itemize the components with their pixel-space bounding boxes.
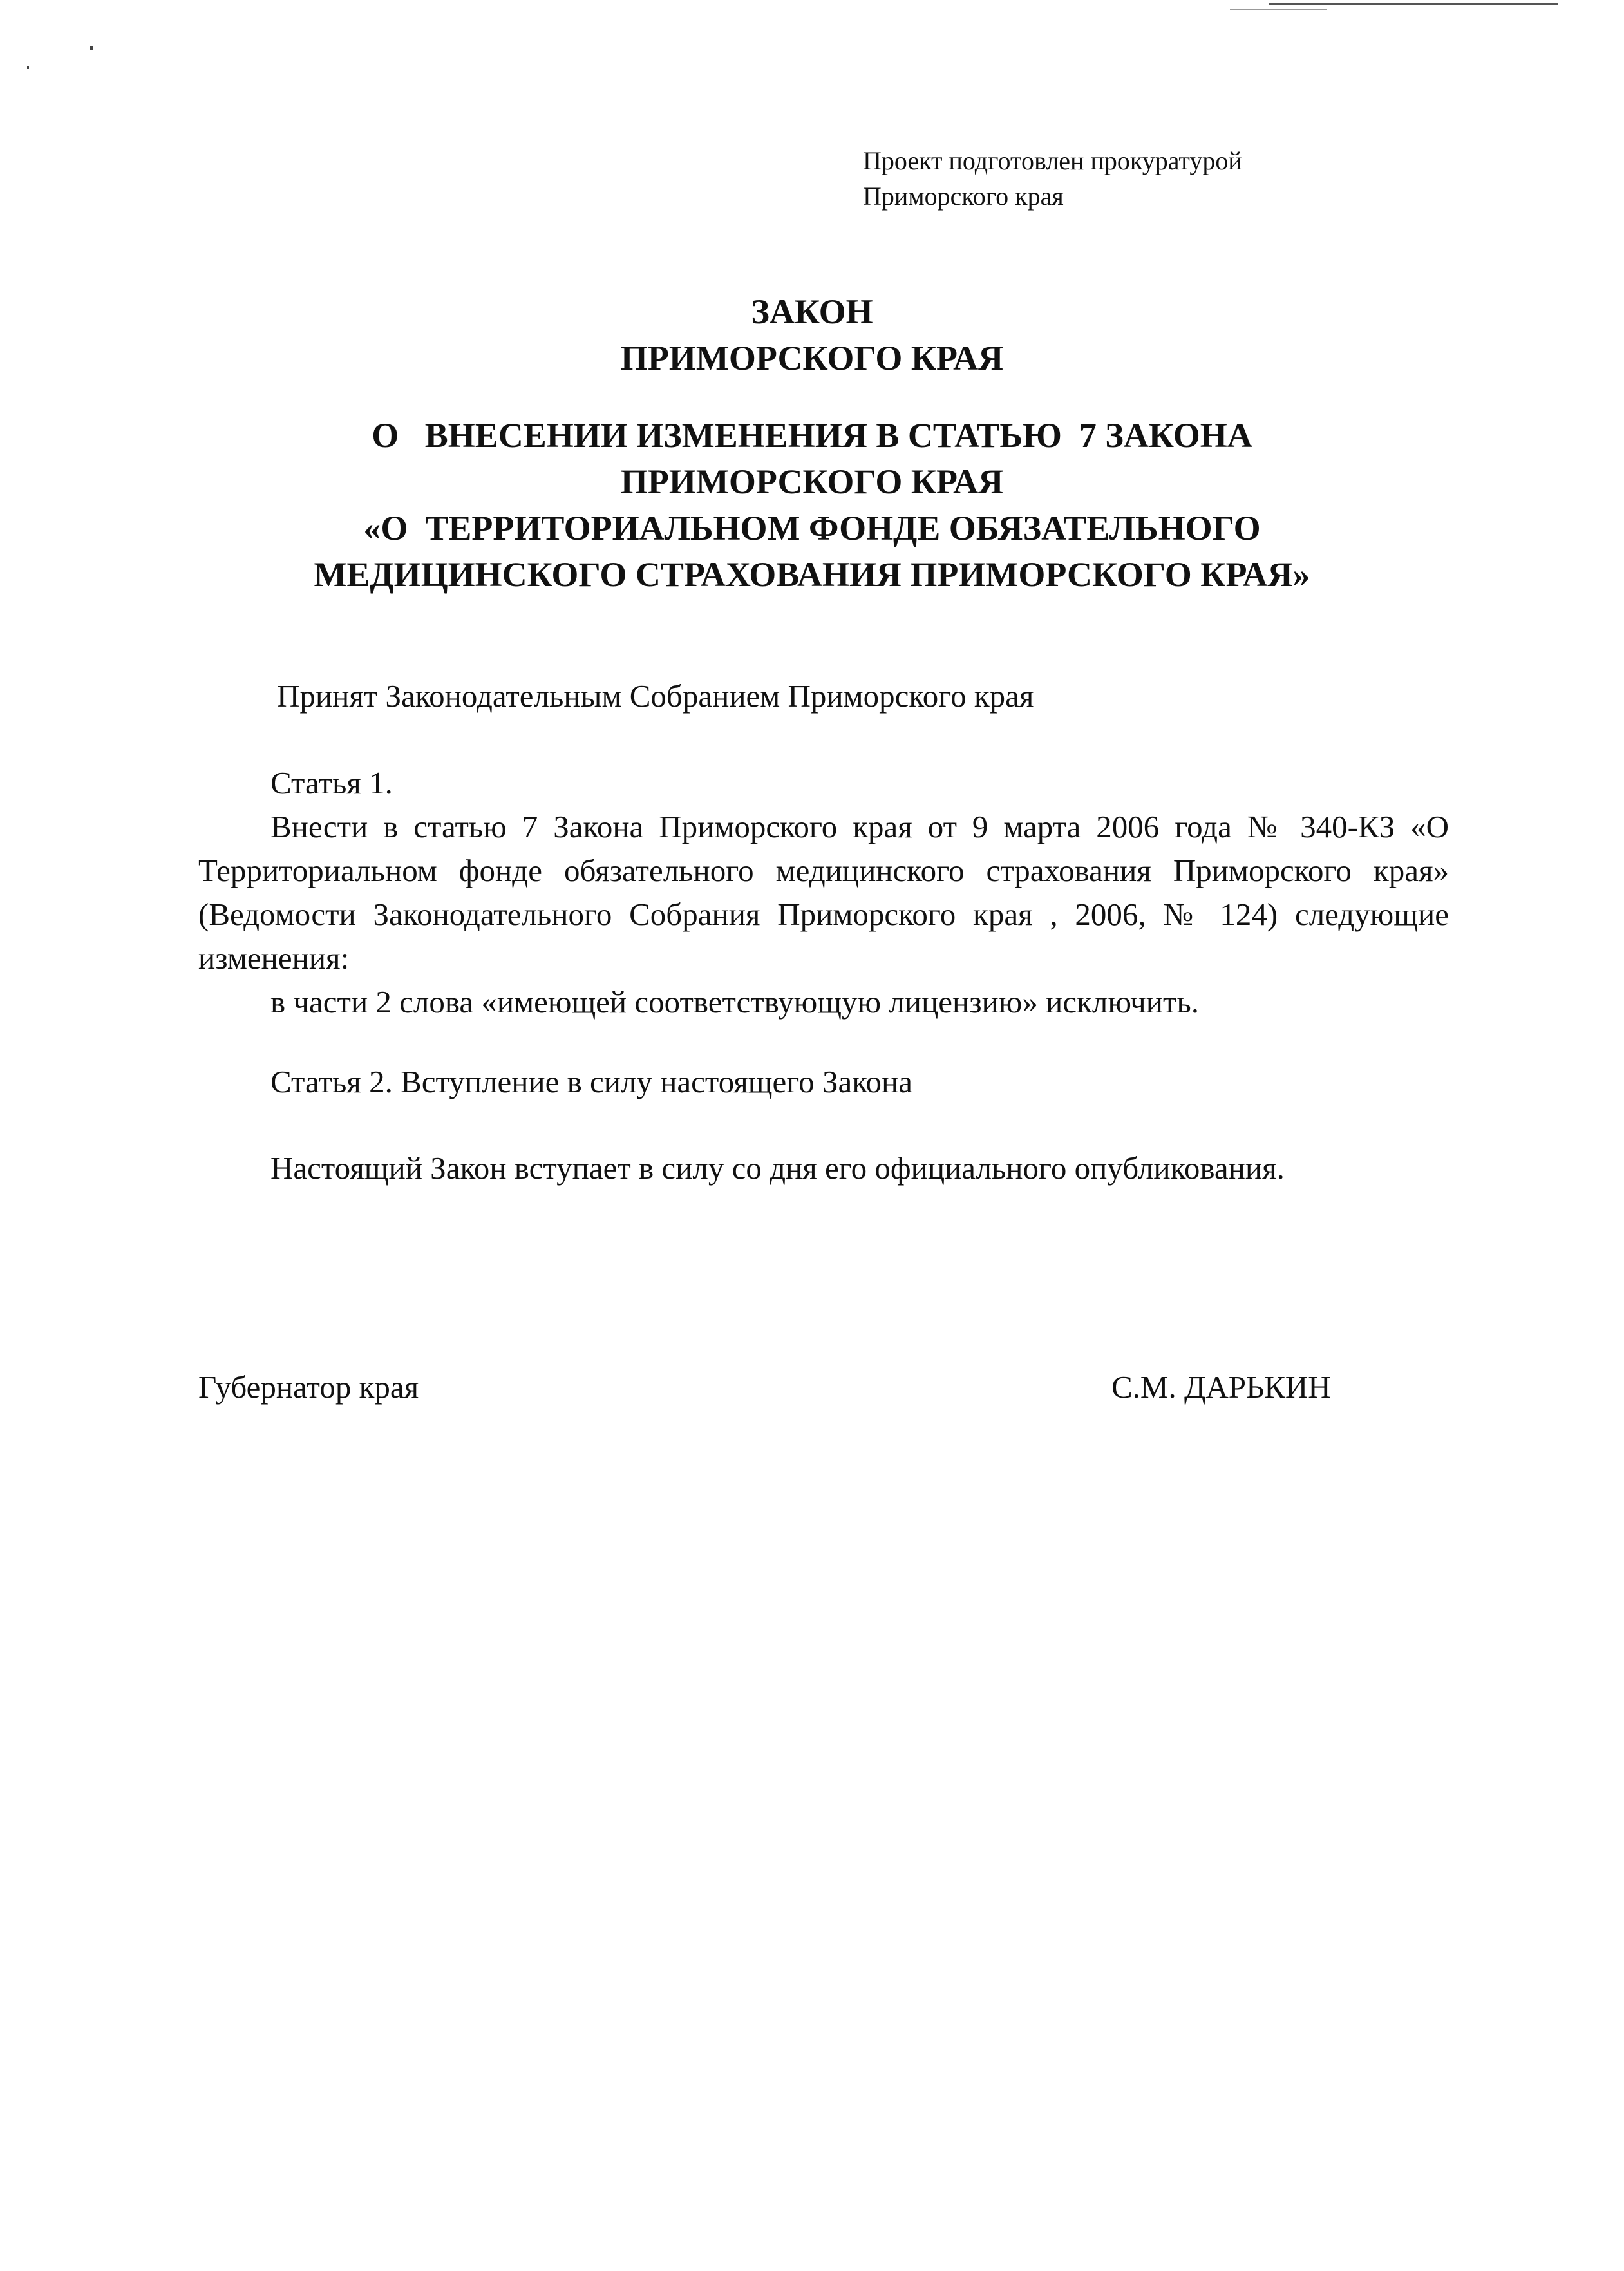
law-subtitle-line: МЕДИЦИНСКОГО СТРАХОВАНИЯ ПРИМОРСКОГО КРАЯ» <box>314 555 1310 594</box>
article-2-heading <box>198 1060 1449 1104</box>
signature-label: Губернатор края <box>198 1369 419 1405</box>
law-subtitle-line: О ВНЕСЕНИИ ИЗМЕНЕНИЯ В СТАТЬЮ 7 ЗАКОНА <box>372 416 1252 455</box>
signature-name: С.М. ДАРЬКИН <box>1111 1369 1331 1405</box>
preparation-note <box>863 143 1242 214</box>
law-title <box>0 289 1624 381</box>
scan-artifact-line <box>1269 3 1558 5</box>
article-1-change: в части 2 слова «имеющей соответствующую лицензию» исключить. <box>270 984 1199 1020</box>
law-subtitle-line: «О ТЕРРИТОРИАЛЬНОМ ФОНДЕ ОБЯЗАТЕЛЬНОГО <box>363 509 1261 547</box>
article-2-heading-text: Статья 2. Вступление в силу настоящего Закона <box>270 1064 912 1099</box>
law-subtitle <box>0 412 1624 598</box>
law-title-line: ПРИМОРСКОГО КРАЯ <box>620 339 1004 377</box>
preparation-note-line: Приморского края <box>863 182 1064 211</box>
article-1-heading <box>198 761 1449 805</box>
adoption-statement: Принят Законодательным Собранием Приморского края <box>277 678 1034 714</box>
scan-artifact-speck <box>27 66 29 69</box>
article-2-body <box>198 1146 1449 1190</box>
preparation-note-line: Проект подготовлен прокуратурой <box>863 146 1242 175</box>
scan-artifact-line <box>1230 9 1327 10</box>
article-2-paragraph: Настоящий Закон вступает в силу со дня его официального опубликования. <box>270 1150 1285 1186</box>
article-1-heading-text: Статья 1. <box>270 765 393 801</box>
law-subtitle-line: ПРИМОРСКОГО КРАЯ <box>620 462 1004 501</box>
article-1-paragraph: Внести в статью 7 Закона Приморского края от 9 марта 2006 года № 340-КЗ «О Территориальном фонде обязательного медицинского страхования Приморского края» (Ведомости Законодательного Собрания Приморского края , 2006, № 124) следующие изменения: <box>198 809 1449 976</box>
law-title-line: ЗАКОН <box>751 292 873 331</box>
article-1-body <box>198 805 1449 1024</box>
scan-artifact-speck <box>90 46 93 50</box>
